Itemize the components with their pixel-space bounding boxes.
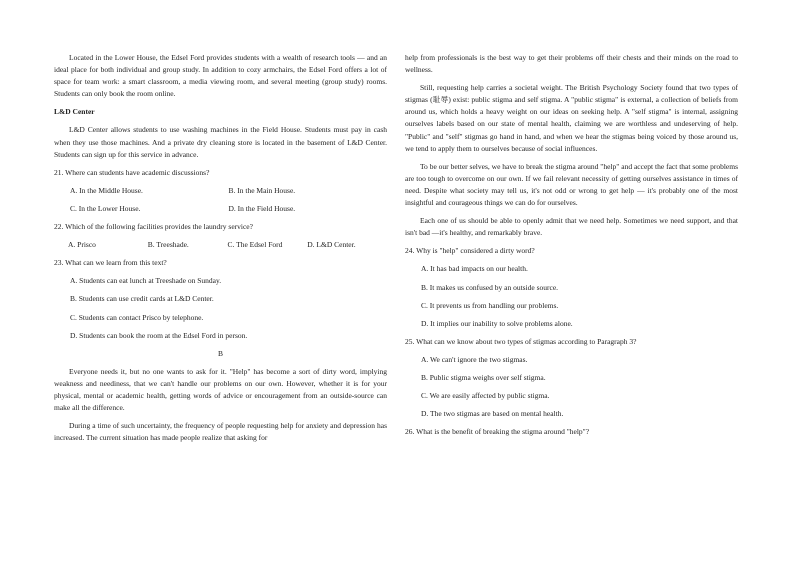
option-22-d: D. L&D Center.	[307, 240, 356, 250]
paragraph-ld-center: L&D Center allows students to use washing machines in the Field House. Students must pay in cash when they use those machines. And a private dry cleaning store is located in the basement of L&D Center. Students can sign up for this service in advance.	[54, 125, 387, 159]
option-23-b: B. Students can use credit cards at L&D Center.	[70, 294, 214, 304]
option-25-c: C. We are easily affected by public stigma.	[421, 391, 550, 401]
option-23-a: A. Students can eat lunch at Treeshade on Sunday.	[70, 276, 222, 286]
right-column	[405, 52, 738, 438]
question-22: 22. Which of the following facilities provides the laundry service?	[54, 222, 253, 232]
option-24-b: B. It makes us confused by an outside source.	[421, 282, 559, 292]
question-21: 21. Where can students have academic discussions?	[54, 167, 210, 177]
section-label-b: B	[217, 348, 223, 358]
question-21-options-row-1	[54, 185, 387, 197]
paragraph-help-intro: Everyone needs it, but no one wants to ask for it. "Help" has become a sort of dirty word, implying weakness and neediness, that we can't handle our problems on our own. However, whether it is for your physical, mental or academic health, getting words of advice or encouragement from an outside-source can make all the difference.	[54, 366, 387, 413]
option-23-d: D. Students can book the room at the Edsel Ford in person.	[70, 330, 248, 340]
question-22-options	[54, 239, 387, 251]
option-24-a: A. It has bad impacts on our health.	[421, 264, 528, 274]
paragraph-continuation: help from professionals is the best way to get their problems off their chests and their minds on the road to wellness.	[405, 53, 738, 75]
option-21-b: B. In the Main House.	[228, 185, 296, 195]
option-25-b: B. Public stigma weighs over self stigma.	[421, 372, 546, 382]
left-column	[54, 52, 387, 444]
option-23-c: C. Students can contact Prisco by telephone.	[70, 312, 204, 322]
option-25-a: A. We can't ignore the two stigmas.	[421, 354, 528, 364]
question-26: 26. What is the benefit of breaking the stigma around "help"?	[405, 427, 590, 437]
question-23: 23. What can we learn from this text?	[54, 258, 167, 268]
paragraph-better-selves: To be our better selves, we have to break the stigma around "help" and accept the fact that some problems are too tough to overcome on our own. If we fail relevant necessity of getting ourselves assistance in times of need. Despite what society may tell us, it's not odd or wrong to get help — it's probably one of the most insightful and courageous things we can do for ourselves.	[405, 161, 738, 208]
option-25-d: D. The two stigmas are based on mental health.	[421, 409, 564, 419]
question-24: 24. Why is "help" considered a dirty word?	[405, 246, 535, 256]
option-22-a: A. Prisco	[68, 240, 96, 250]
question-25: 25. What can we know about two types of stigmas according to Paragraph 3?	[405, 336, 637, 346]
paragraph-uncertainty: During a time of such uncertainty, the frequency of people requesting help for anxiety and depression has increased. The current situation has made people realize that asking for	[54, 421, 387, 443]
paragraph-edsel-ford: Located in the Lower House, the Edsel Ford provides students with a wealth of research tools — and an ideal place for both individual and group study. In addition to cozy armchairs, the Edsel Ford offers a lot of space for team work: a smart classroom, a media viewing room, and several meeting (group study) rooms. Students can only book the room online.	[54, 53, 387, 99]
option-22-c: C. The Edsel Ford	[227, 240, 283, 250]
paragraph-admit-help: Each one of us should be able to openly admit that we need help. Sometimes we need support, and that isn't bad —it's healthy, and remarkably brave.	[405, 216, 738, 238]
option-24-c: C. It prevents us from handling our problems.	[421, 300, 559, 310]
section-heading-ld-center: L&D Center	[54, 107, 95, 117]
option-21-d: D. In the Field House.	[228, 203, 296, 213]
option-21-c: C. In the Lower House.	[70, 203, 141, 213]
option-24-d: D. It implies our inability to solve problems alone.	[421, 318, 573, 328]
option-21-a: A. In the Middle House.	[70, 185, 143, 195]
paragraph-stigmas: Still, requesting help carries a societal weight. The British Psychology Society found that two types of stigmas (耻辱) exist: public stigma and self stigma. A "public stigma" is external, a collection of beliefs from around us, which holds a heavy weight on our ideas on seeking help. A "self stigma" is internal, assigning ourselves labels based on our state of mental health, claiming we are worthless and undeserving of help. "Public" and "self" stigmas go hand in hand, and when we hear the stigmas being voiced by those around us, we tend to apply them to ourselves because of social influences.	[405, 83, 738, 153]
option-22-b: B. Treeshade.	[147, 240, 189, 250]
question-21-options-row-2	[54, 203, 387, 215]
